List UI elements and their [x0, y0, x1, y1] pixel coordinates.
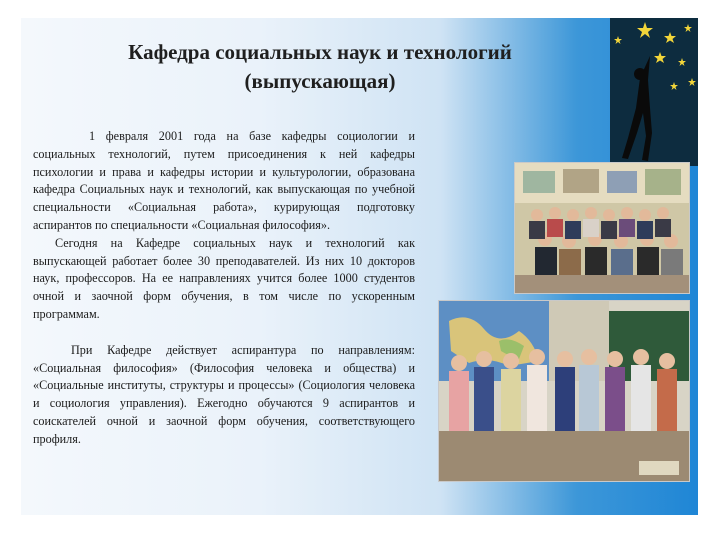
slide-title — [70, 38, 570, 96]
body-text — [33, 128, 415, 449]
title-line-1: Кафедра социальных наук и технологий — [128, 40, 512, 64]
star-reaching-figure-logo — [610, 18, 698, 166]
paragraph-postgraduate: При Кафедре действует аспирантура по направлениям: «Социальная философия» (Философия человека и общества) и «Социальные институты, структуры и процессы» (Социология человека и социология управления). Ежегодно обучаются 9 аспирантов и соискателей очной и заочной форм обучения, соответствующего профиля. — [33, 342, 415, 446]
paragraph-staff: Сегодня на Кафедре социальных наук и технологий как выпускающей работает более 30 преподавателей. Из них 10 докторов наук, профессоров. На ее направлениях учится более 1000 студентов очной и заочной форм обучения, в том числе по ускоренным программам. — [33, 235, 415, 321]
group-photo-classroom — [438, 300, 690, 482]
group-photo-staff — [514, 162, 690, 294]
paragraph-founding: 1 февраля 2001 года на базе кафедры социологии и социальных технологий, путем присоединения к ней кафедры психологии и права и кафедры истории и культурологии, образована кафедра Социальных наук и технологий, как выпускающая по учебной специальности «Социальная работа», курирующая подготовку аспирантов по специальности «Социальная философия». — [33, 129, 415, 232]
title-line-2: (выпускающая) — [244, 69, 396, 93]
